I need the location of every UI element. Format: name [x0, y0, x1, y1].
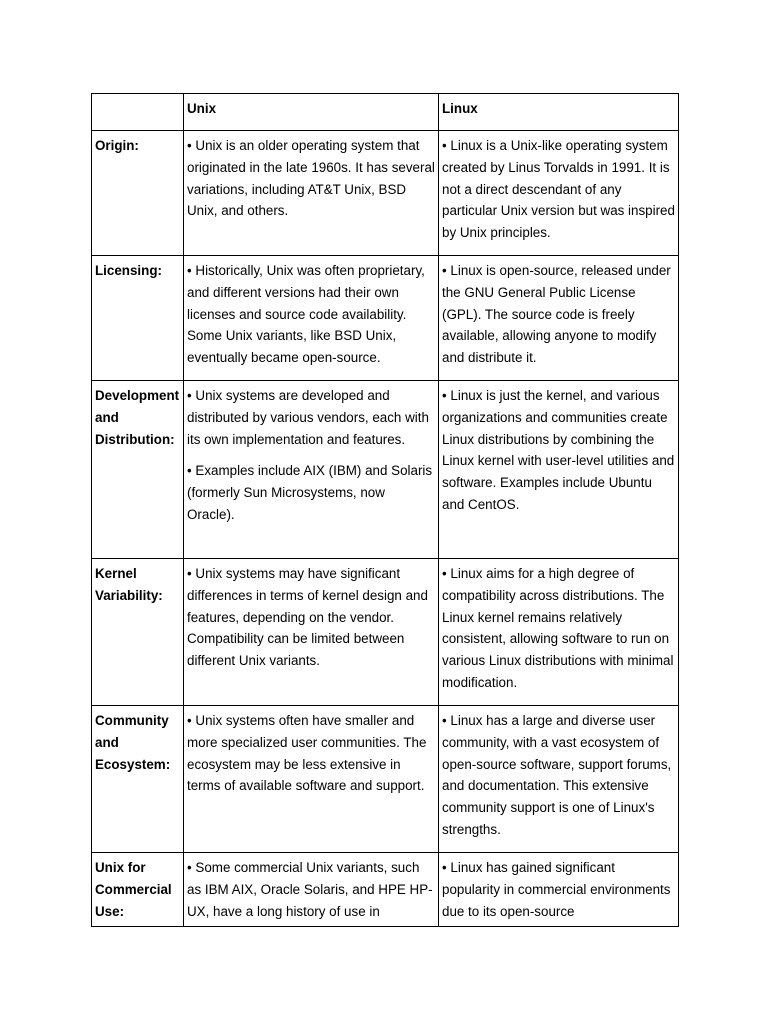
- cell-text: • Unix systems may have significant differences in terms of kernel design and features, depending on the vendor. Compatibility can be limited between different Unix variants.: [187, 566, 428, 669]
- row-label: Kernel Variability:: [92, 559, 184, 706]
- table-row: [92, 381, 679, 559]
- linux-cell: [439, 256, 679, 381]
- header-cell-empty: [92, 94, 184, 131]
- cell-text: • Unix is an older operating system that originated in the late 1960s. It has several variations, including AT&T Unix, BSD Unix, and others.: [187, 138, 435, 219]
- cell-text: • Linux aims for a high degree of compatibility across distributions. The Linux kernel remains relatively consistent, allowing software to run on various Linux distributions with minimal modification.: [442, 566, 674, 690]
- header-row: [92, 94, 679, 131]
- unix-cell: [184, 706, 439, 853]
- cell-text: • Historically, Unix was often proprietary, and different versions had their own licenses and source code availability. Some Unix variants, like BSD Unix, eventually became open-source.: [187, 263, 425, 366]
- cell-text: • Some commercial Unix variants, such as IBM AIX, Oracle Solaris, and HPE HP-UX, have a long history of use in: [187, 860, 433, 919]
- cell-text: • Linux is open-source, released under the GNU General Public License (GPL). The source code is freely available, allowing anyone to modify and distribute it.: [442, 263, 671, 366]
- header-cell-linux: Linux: [439, 94, 679, 131]
- unix-cell: [184, 381, 439, 559]
- cell-text: • Linux has a large and diverse user community, with a vast ecosystem of open-source software, support forums, and documentation. This extensive community support is one of Linux's strengths.: [442, 713, 672, 837]
- comparison-table: [91, 93, 679, 927]
- cell-text: • Unix systems often have smaller and more specialized user communities. The ecosystem may be less extensive in terms of available software and support.: [187, 713, 427, 794]
- row-label: Licensing:: [92, 256, 184, 381]
- row-label: Unix for Commercial Use:: [92, 853, 184, 927]
- cell-text: • Unix systems are developed and distributed by various vendors, each with its own implementation and features.: [187, 388, 429, 447]
- row-label: Origin:: [92, 131, 184, 256]
- unix-cell: [184, 559, 439, 706]
- cell-text: • Linux is a Unix-like operating system created by Linus Torvalds in 1991. It is not a direct descendant of any particular Unix version but was inspired by Unix principles.: [442, 138, 675, 241]
- linux-cell: [439, 559, 679, 706]
- row-label: Development and Distribution:: [92, 381, 184, 559]
- linux-cell: [439, 853, 679, 927]
- table-row: [92, 559, 679, 706]
- linux-cell: [439, 381, 679, 559]
- table-row: [92, 853, 679, 927]
- unix-cell: [184, 853, 439, 927]
- table-row: [92, 131, 679, 256]
- cell-text: • Linux is just the kernel, and various organizations and communities create Linux distributions by combining the Linux kernel with user-level utilities and software. Examples include Ubuntu and CentOS.: [442, 388, 675, 512]
- header-cell-unix: Unix: [184, 94, 439, 131]
- linux-cell: [439, 131, 679, 256]
- cell-text: • Examples include AIX (IBM) and Solaris (formerly Sun Microsystems, now Oracle).: [187, 463, 433, 522]
- table-row: [92, 706, 679, 853]
- cell-text: • Linux has gained significant popularity in commercial environments due to its open-source: [442, 860, 671, 919]
- table-row: [92, 256, 679, 381]
- unix-cell: [184, 256, 439, 381]
- linux-cell: [439, 706, 679, 853]
- row-label: Community and Ecosystem:: [92, 706, 184, 853]
- unix-cell: [184, 131, 439, 256]
